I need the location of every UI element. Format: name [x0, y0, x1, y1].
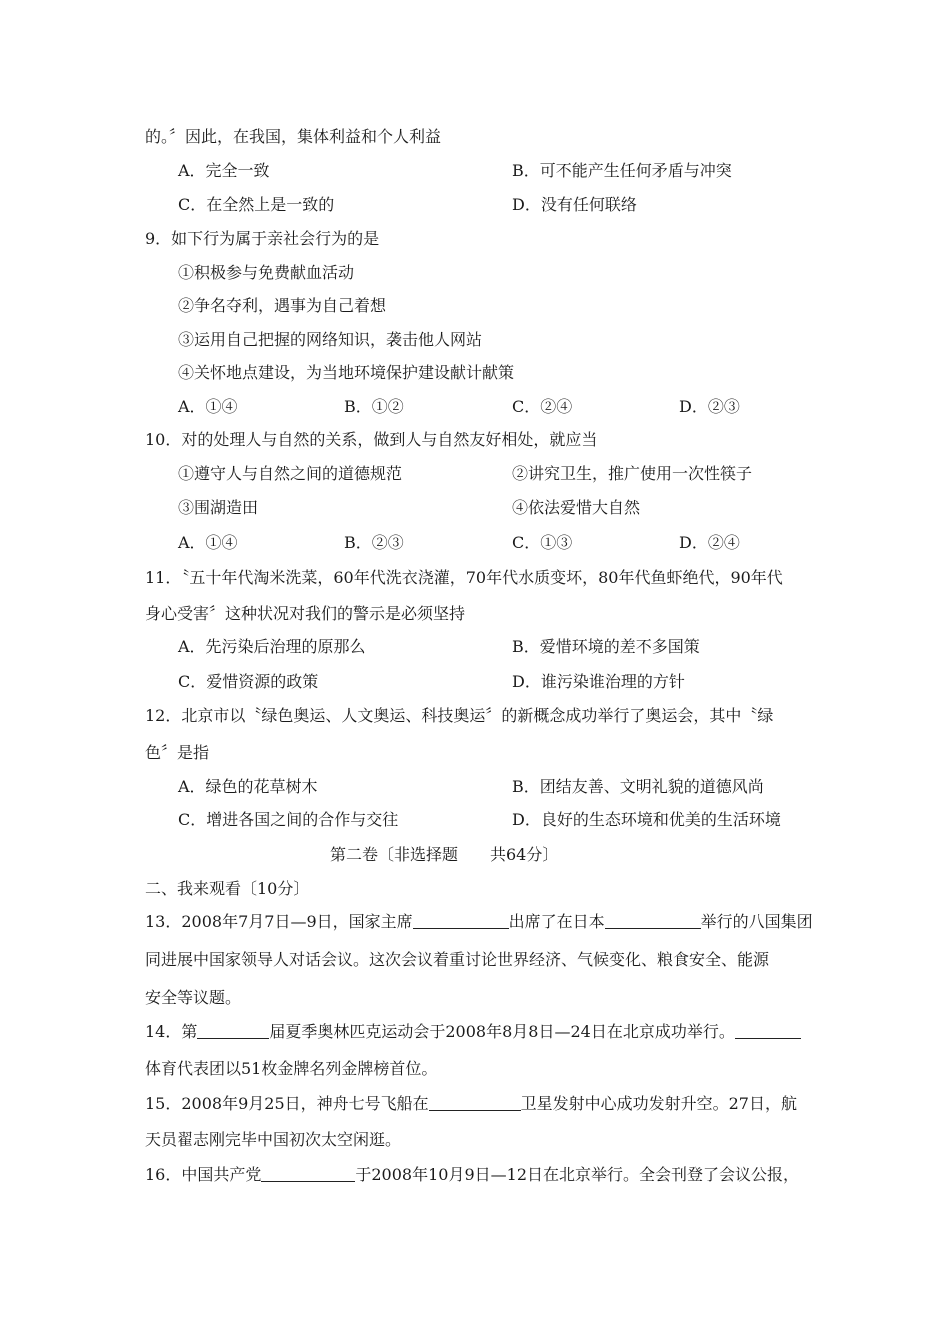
q12-stem-line-2: 色〞是指	[145, 743, 210, 762]
q16-text-2: 于2008年10月9日—12日在北京举行。全会刊登了会议公报，	[355, 1165, 799, 1184]
q14-line-1	[145, 1022, 801, 1042]
q12-option-d: D．良好的生态环境和优美的生活环境	[512, 810, 781, 829]
q14-text-1: 14．第	[145, 1022, 198, 1041]
q14-text-2: 届夏季奥林匹克运动会于2008年8月8日—24日在北京成功举行。	[269, 1022, 735, 1041]
q12-option-a: A．绿色的花草树木	[178, 777, 318, 796]
q15-blank-1[interactable]	[429, 1094, 521, 1111]
q13-line-3: 安全等议题。	[145, 988, 242, 1007]
q10-item-2: ②讲究卫生，推广使用一次性筷子	[512, 464, 753, 483]
q9-item-1: ①积极参与免费献血活动	[178, 263, 355, 282]
q16-blank-1[interactable]	[261, 1165, 355, 1182]
q9-option-c: C．②④	[512, 397, 573, 416]
q10-item-1: ①遵守人与自然之间的道德规范	[178, 464, 403, 483]
q13-text-3: 举行的八国集团	[700, 912, 813, 931]
q11-option-d: D．谁污染谁治理的方针	[512, 672, 685, 691]
q8-option-c: C．在全然上是一致的	[178, 195, 335, 214]
q8-stem-continuation: 的。〞因此，在我国，集体利益和个人利益	[145, 127, 442, 146]
q9-item-3: ③运用自己把握的网络知识，袭击他人网站	[178, 330, 483, 349]
q14-line-2: 体育代表团以51枚金牌名列金牌榜首位。	[145, 1059, 438, 1078]
q12-stem-line-1: 12．北京市以〝绿色奥运、人文奥运、科技奥运〞的新概念成功举行了奥运会，其中〝绿	[145, 706, 774, 725]
part-2-title: 第二卷〔非选择题 共64分〕	[330, 845, 559, 864]
q11-option-c: C．爱惜资源的政策	[178, 672, 319, 691]
q10-stem: 10．对的处理人与自然的关系，做到人与自然友好相处，就应当	[145, 430, 598, 449]
q9-option-d: D．②③	[679, 397, 740, 416]
q9-option-a: A．①④	[178, 397, 238, 416]
q15-text-1: 15．2008年9月25日，神舟七号飞船在	[145, 1094, 429, 1113]
q13-line-1	[145, 912, 813, 932]
q9-item-2: ②争名夺利，遇事为自己着想	[178, 296, 387, 315]
q15-text-2: 卫星发射中心成功发射升空。27日，航	[520, 1094, 797, 1113]
q11-stem-line-1: 11．〝五十年代淘米洗菜，60年代洗衣浇灌，70年代水质变坏，80年代鱼虾绝代，90年代	[145, 568, 783, 587]
q14-blank-1[interactable]	[197, 1022, 269, 1039]
section-2-heading: 二、我来观看〔10分〕	[145, 879, 310, 898]
q16-line-1	[145, 1165, 799, 1185]
q10-option-b: B．②③	[344, 533, 404, 552]
q13-line-2: 同进展中国家领导人对话会议。这次会议着重讨论世界经济、气候变化、粮食安全、能源	[145, 950, 770, 969]
q10-item-3: ③围湖造田	[178, 498, 259, 517]
q13-blank-1[interactable]	[413, 912, 509, 929]
q8-option-d: D．没有任何联络	[512, 195, 637, 214]
q9-stem: 9．如下行为属于亲社会行为的是	[145, 229, 380, 248]
q10-option-a: A．①④	[178, 533, 238, 552]
q16-text-1: 16．中国共产党	[145, 1165, 262, 1184]
q10-option-d: D．②④	[679, 533, 740, 552]
q12-option-b: B．团结友善、文明礼貌的道德风尚	[512, 777, 764, 796]
q11-option-b: B．爱惜环境的差不多国策	[512, 637, 700, 656]
q11-option-a: A．先污染后治理的原那么	[178, 637, 366, 656]
q11-stem-line-2: 身心受害〞这种状况对我们的警示是必须坚持	[145, 604, 466, 623]
q8-option-a: A．完全一致	[178, 161, 270, 180]
q10-option-c: C．①③	[512, 533, 573, 552]
q13-text-2: 出席了在日本	[508, 912, 605, 931]
q10-item-4: ④依法爱惜大自然	[512, 498, 641, 517]
q9-option-b: B．①②	[344, 397, 404, 416]
q12-option-c: C．增进各国之间的合作与交往	[178, 810, 399, 829]
q14-blank-2[interactable]	[735, 1022, 801, 1039]
q15-line-2: 天员翟志刚完毕中国初次太空闲逛。	[145, 1130, 402, 1149]
q13-blank-2[interactable]	[605, 912, 701, 929]
q9-item-4: ④关怀地点建设，为当地环境保护建设献计献策	[178, 363, 515, 382]
q8-option-b: B．可不能产生任何矛盾与冲突	[512, 161, 732, 180]
q15-line-1	[145, 1094, 797, 1114]
q13-text-1: 13．2008年7月7日—9日，国家主席	[145, 912, 413, 931]
